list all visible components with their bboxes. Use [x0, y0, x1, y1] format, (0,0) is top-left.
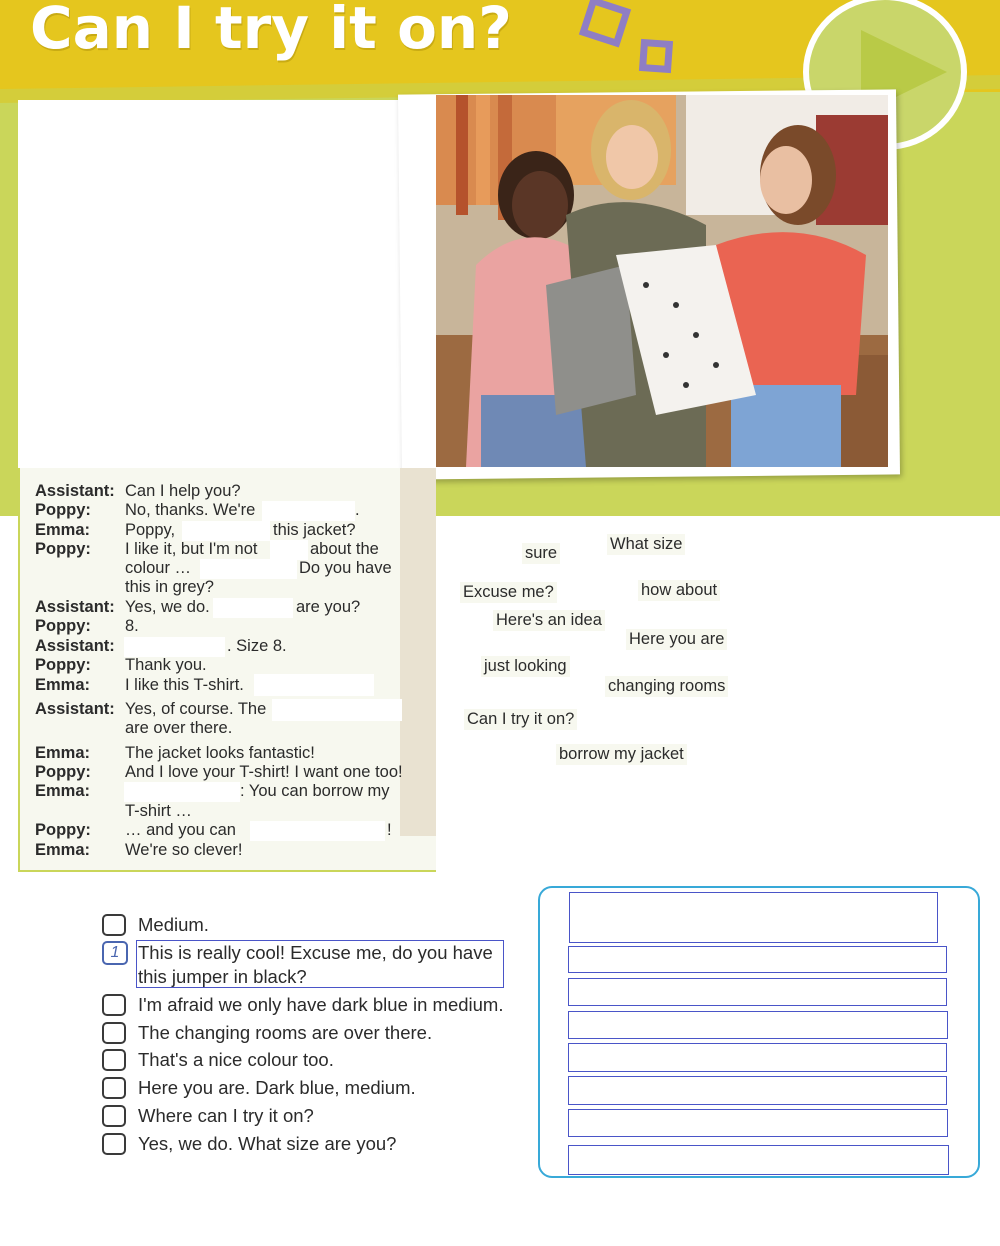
- dialogue-line-end: this jacket?: [273, 521, 356, 539]
- order-item: This is really cool! Excuse me, do you have: [138, 942, 493, 963]
- speaker-label: Assistant:: [35, 700, 115, 718]
- word-chip[interactable]: Here you are: [626, 629, 727, 650]
- word-chip[interactable]: Can I try it on?: [464, 709, 577, 730]
- dialogue-line: And I love your T-shirt! I want one too!: [125, 763, 403, 781]
- dialogue-line-end: .: [355, 501, 360, 519]
- order-item: this jumper in black?: [138, 966, 307, 987]
- word-chip[interactable]: how about: [638, 580, 720, 601]
- blank-drop-target[interactable]: [250, 821, 385, 841]
- blank-drop-target[interactable]: [254, 674, 374, 696]
- speaker-label: Emma:: [35, 782, 91, 800]
- dialogue-line: T-shirt …: [125, 802, 192, 820]
- speaker-label: Poppy:: [35, 501, 91, 519]
- dialogue-line: this in grey?: [125, 578, 214, 596]
- order-checkbox[interactable]: [102, 1105, 126, 1127]
- dialogue-photo-strip: [400, 468, 436, 836]
- dialogue-line-end: . Size 8.: [227, 637, 287, 655]
- blank-drop-target[interactable]: [200, 559, 297, 579]
- order-item: Medium.: [138, 914, 209, 935]
- dialogue-line: Poppy,: [125, 521, 176, 539]
- order-item: Yes, we do. What size are you?: [138, 1133, 397, 1154]
- word-chip[interactable]: Here's an idea: [493, 610, 605, 631]
- word-chip[interactable]: borrow my jacket: [556, 744, 687, 765]
- blank-drop-target[interactable]: [262, 501, 355, 521]
- speaker-label: Emma:: [35, 676, 91, 694]
- dialogue-line: I like it, but I'm not: [125, 540, 258, 558]
- speaker-label: Poppy:: [35, 540, 91, 558]
- order-checkbox[interactable]: [102, 1022, 126, 1044]
- speaker-label: Emma:: [35, 841, 91, 859]
- order-checkbox[interactable]: [102, 1049, 126, 1071]
- dialogue-line: Thank you.: [125, 656, 207, 674]
- shop-photo: [436, 95, 888, 467]
- blank-drop-target[interactable]: [124, 782, 240, 802]
- dialogue-line-end: : You can borrow my: [240, 782, 390, 800]
- answer-input[interactable]: [568, 1145, 949, 1175]
- dialogue-line: We're so clever!: [125, 841, 243, 859]
- answer-input[interactable]: [568, 1043, 947, 1072]
- dialogue-line-end: are you?: [296, 598, 361, 616]
- order-checkbox-filled[interactable]: 1: [102, 941, 128, 965]
- answer-input[interactable]: [568, 978, 947, 1006]
- dialogue-line: I like this T-shirt.: [125, 676, 244, 694]
- dialogue-line-end: Do you have: [299, 559, 392, 577]
- order-item: Where can I try it on?: [138, 1105, 314, 1126]
- dialogue-line: Can I help you?: [125, 482, 241, 500]
- speaker-label: Emma:: [35, 521, 91, 539]
- blank-drop-target[interactable]: [272, 699, 402, 721]
- decorative-square-icon: [639, 39, 673, 73]
- dialogue-line: colour …: [125, 559, 192, 577]
- order-item: I'm afraid we only have dark blue in medium.: [138, 994, 504, 1015]
- word-chip[interactable]: changing rooms: [605, 676, 728, 697]
- dialogue-line-end: about the: [310, 540, 379, 558]
- page-title: Can I try it on?: [30, 0, 512, 62]
- answer-input[interactable]: [568, 1076, 947, 1105]
- answer-input[interactable]: [568, 1011, 948, 1039]
- blank-drop-target[interactable]: [213, 598, 293, 618]
- dialogue-line: Yes, of course. The: [125, 700, 267, 718]
- speaker-label: Emma:: [35, 744, 91, 762]
- word-chip[interactable]: just looking: [481, 656, 570, 677]
- speaker-label: Poppy:: [35, 763, 91, 781]
- dialogue-line: Yes, we do.: [125, 598, 210, 616]
- blank-panel: [18, 100, 436, 468]
- answer-input[interactable]: [568, 946, 947, 973]
- word-chip[interactable]: What size: [607, 534, 685, 555]
- dialogue-line: are over there.: [125, 719, 233, 737]
- word-chip[interactable]: Excuse me?: [460, 582, 557, 603]
- blank-drop-target[interactable]: [124, 637, 225, 657]
- order-checkbox[interactable]: [102, 914, 126, 936]
- order-checkbox[interactable]: [102, 1133, 126, 1155]
- dialogue-line: 8.: [125, 617, 139, 635]
- word-chip[interactable]: sure: [522, 543, 560, 564]
- dialogue-line: No, thanks. We're: [125, 501, 256, 519]
- shop-photo-image: [436, 95, 888, 467]
- order-checkbox[interactable]: [102, 994, 126, 1016]
- blank-drop-target[interactable]: [182, 521, 270, 541]
- speaker-label: Poppy:: [35, 656, 91, 674]
- order-item: That's a nice colour too.: [138, 1049, 334, 1070]
- speaker-label: Poppy:: [35, 617, 91, 635]
- speaker-label: Poppy:: [35, 821, 91, 839]
- answer-input[interactable]: [569, 892, 938, 943]
- speaker-label: Assistant:: [35, 482, 115, 500]
- dialogue-line: The jacket looks fantastic!: [125, 744, 315, 762]
- dialogue-line-end: !: [387, 821, 392, 839]
- answer-input[interactable]: [568, 1109, 948, 1137]
- order-checkbox[interactable]: [102, 1077, 126, 1099]
- speaker-label: Assistant:: [35, 637, 115, 655]
- order-item: Here you are. Dark blue, medium.: [138, 1077, 416, 1098]
- blank-drop-target[interactable]: [270, 540, 308, 560]
- dialogue-line: … and you can: [125, 821, 236, 839]
- speaker-label: Assistant:: [35, 598, 115, 616]
- order-item: The changing rooms are over there.: [138, 1022, 433, 1043]
